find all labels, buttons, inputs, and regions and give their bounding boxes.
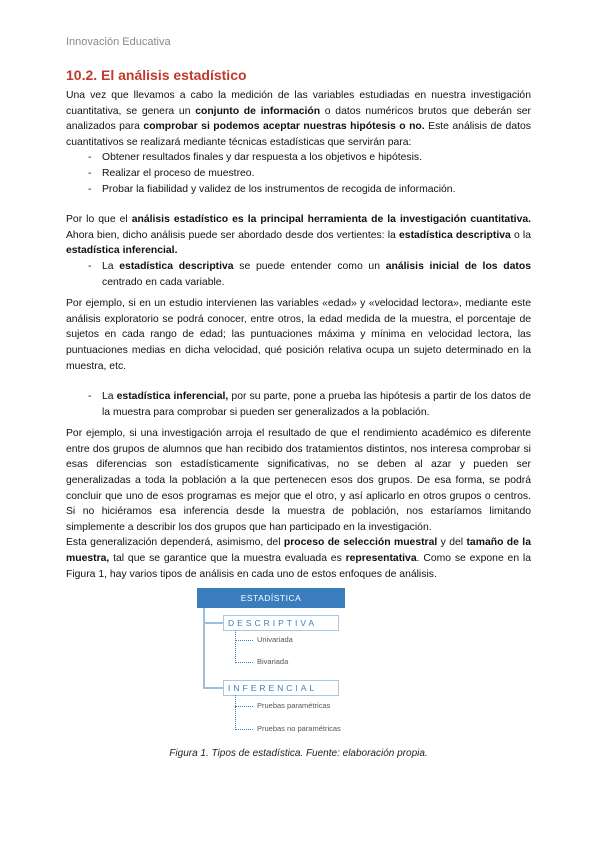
inferential-leaf-parametric: Pruebas paramétricas <box>257 701 331 711</box>
bold-text: estadística descriptiva <box>119 260 234 272</box>
figure-caption: Figura 1. Tipos de estadística. Fuente: elaboración propia. <box>169 748 428 760</box>
bold-text: estadística descriptiva <box>399 229 511 241</box>
text: por su parte, pone a prueba las hipótesis a partir de los datos de la muestra para comprobar si pueden ser generalizados a la población. <box>102 391 531 418</box>
diagram-root: ESTADÍSTICA <box>197 588 345 608</box>
bold-text: comprobar si podemos aceptar nuestras hipótesis o no. <box>143 121 425 133</box>
paragraph-example-descriptive: Por ejemplo, si en un estudio intervienen las variables «edad» y «velocidad lectora», mediante este análisis exploratorio se podrá conocer, entre otros, la edad medida de la muestra, el porcentaje de sujetos en cada rango de edad; las puntuaciones máxima y mínima en velocidad lectora, las puntuaciones medias en dicha velocidad, qué posición relativa ocupa un sujeto determinado en la muestra, etc. <box>66 298 531 372</box>
bold-text: conjunto de información <box>195 105 321 117</box>
text: La <box>102 391 117 403</box>
text: Esta generalización dependerá, asimismo, del <box>66 537 284 549</box>
text: La <box>102 260 120 272</box>
text: . Como se expone en la Figura 1, hay varios tipos de análisis en cada uno de estos enfoques de análisis. <box>66 553 531 580</box>
goals-list <box>66 150 531 197</box>
descriptive-leaf-bivariate: Bivariada <box>257 657 289 667</box>
bold-text: tamaño de la muestra, <box>66 537 531 565</box>
text: tal que se garantice que la muestra evaluada es <box>109 553 346 565</box>
statistics-diagram <box>197 588 345 740</box>
text: o datos numéricos brutos que deberán ser analizados para <box>66 105 531 133</box>
descriptive-list <box>66 259 531 290</box>
paragraph-analysis <box>66 212 531 259</box>
paragraph-example-inferential: Por ejemplo, si una investigación arroja el resultado de que el rendimiento académico es diferente entre dos grupos de alumnos que han recibido dos tratamientos distintos, nos interesa comprobar si esas diferencias son estadísticamente significativas, no se deben al azar y pueden ser generalizadas a toda la población a la que pertenecen esos dos grupos. De esa forma, se podrá concluir que uno de esos programas es mejor que el otro, y así aplicarlo en otros grupos o centros. Si no hiciéramos esa inferencia desde la muestra de población, nos estaríamos limitando simplemente a describir los dos grupos que han participado en la investigación. <box>66 428 531 533</box>
text: o la <box>510 229 531 241</box>
list-item <box>66 389 531 420</box>
text: centrado en cada variable. <box>102 276 225 288</box>
tree-connector <box>235 640 253 641</box>
descriptive-leaf-univariate: Univariada <box>257 635 293 645</box>
tree-connector <box>203 687 223 689</box>
text: Una vez que llevamos a cabo la medición de las variables estudiadas en nuestra investigación cuantitativa, se genera un <box>66 90 531 117</box>
tree-connector <box>235 729 253 730</box>
list-item: - Realizar el proceso de muestreo. <box>66 166 531 182</box>
tree-connector <box>235 630 236 663</box>
inferential-leaf-nonparametric: Pruebas no paramétricas <box>257 724 341 734</box>
tree-connector <box>235 706 253 707</box>
tree-connector <box>235 662 253 663</box>
text: Este análisis de datos cuantitativos se realizará mediante técnicas estadísticas que servirán para: <box>66 121 531 148</box>
page-content <box>66 66 531 762</box>
bold-text: estadística inferencial, <box>116 391 229 403</box>
section-title: 10.2. El análisis estadístico <box>66 67 247 83</box>
text: Ahora bien, dicho análisis puede ser abordado desde dos vertientes: la <box>66 229 400 241</box>
list-item: - Obtener resultados finales y dar respuesta a los objetivos e hipótesis. <box>66 150 531 166</box>
text: Por lo que el <box>66 214 132 226</box>
bold-text: proceso de selección muestral <box>283 537 438 549</box>
list-item <box>66 259 531 290</box>
list-item: - Probar la fiabilidad y validez de los instrumentos de recogida de información. <box>66 182 531 198</box>
text: y del <box>437 537 467 549</box>
running-header: Innovación Educativa <box>66 36 171 48</box>
inferential-node: INFERENCIAL <box>223 680 339 696</box>
inferential-list <box>66 389 531 420</box>
paragraph-intro <box>66 88 531 150</box>
tree-connector <box>203 608 205 688</box>
text: se puede entender como un <box>233 260 386 272</box>
tree-connector <box>235 695 236 730</box>
bold-text: análisis inicial de los datos <box>385 260 531 272</box>
paragraph-generalization <box>66 535 531 582</box>
bold-text: representativa <box>345 553 417 565</box>
bold-text: estadística inferencial. <box>66 245 178 257</box>
tree-connector <box>203 622 223 624</box>
bold-text: análisis estadístico es la principal herramienta de la investigación cuantitativa. <box>131 214 532 226</box>
descriptive-node: DESCRIPTIVA <box>223 615 339 631</box>
